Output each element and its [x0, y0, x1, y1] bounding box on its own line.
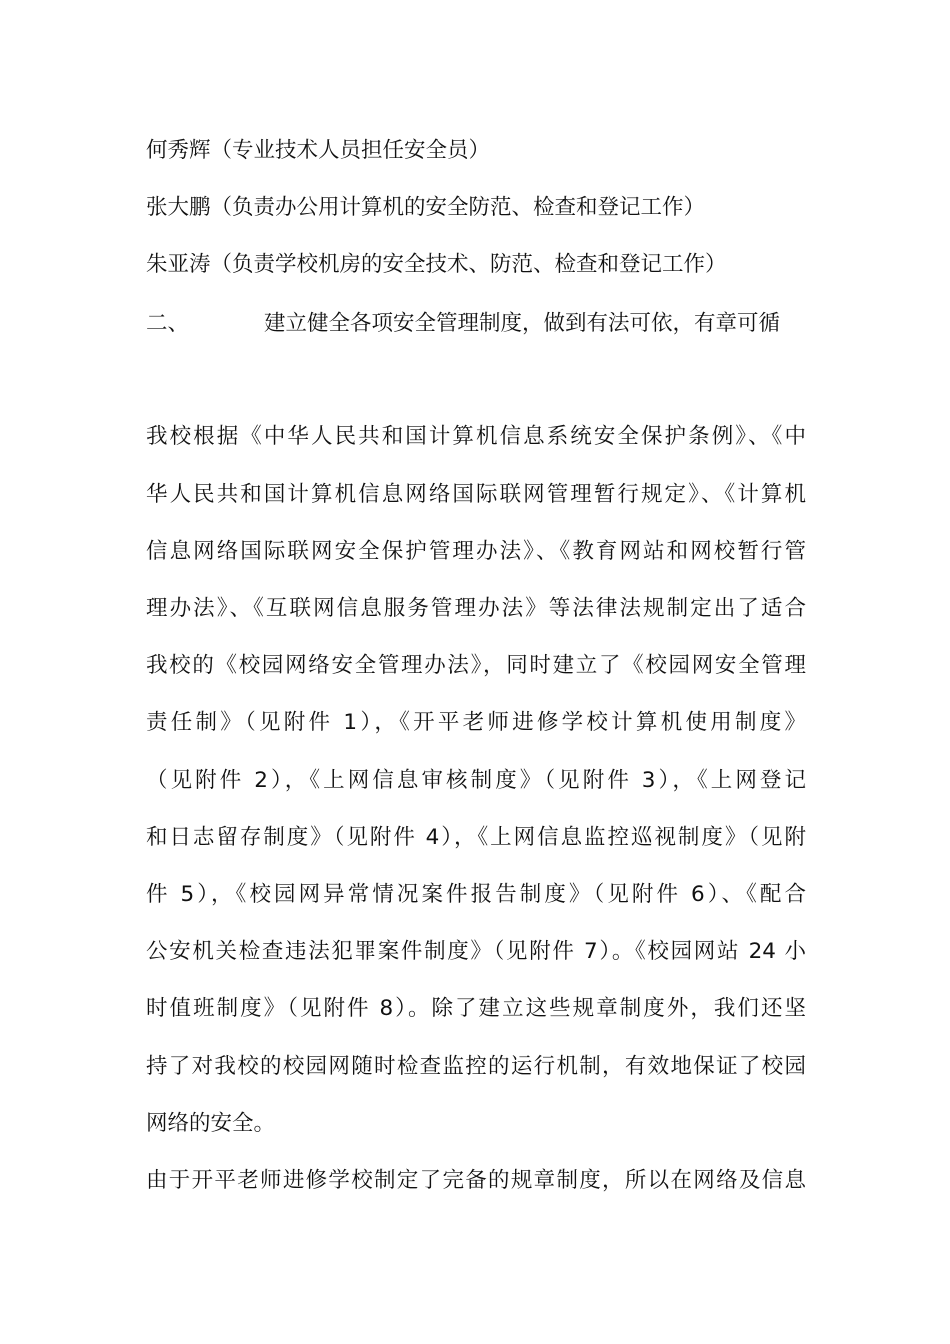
- staff-line-2: 张大鹏（负责办公用计算机的安全防范、检查和登记工作）: [146, 195, 706, 220]
- paragraph-1-line-2: 华人民共和国计算机信息网络国际联网管理暂行规定》、《计算机: [146, 482, 806, 507]
- paragraph-1-line-6: 责任制》（见附件 1），《开平老师进修学校计算机使用制度》: [146, 710, 806, 735]
- paragraph-1-line-9: 件 5），《校园网异常情况案件报告制度》（见附件 6）、《配合: [146, 882, 806, 907]
- paragraph-2-line-1: 由于开平老师进修学校制定了完备的规章制度，所以在网络及信息: [146, 1168, 806, 1193]
- paragraph-1-line-4: 理办法》、《互联网信息服务管理办法》等法律法规制定出了适合: [146, 596, 806, 621]
- paragraph-1-line-10: 公安机关检查违法犯罪案件制度》（见附件 7）。《校园网站 24 小: [146, 939, 806, 964]
- section-title: 建立健全各项安全管理制度，做到有法可依，有章可循: [264, 311, 781, 336]
- paragraph-1-line-13: 网络的安全。: [146, 1111, 276, 1136]
- paragraph-1-line-12: 持了对我校的校园网随时检查监控的运行机制，有效地保证了校园: [146, 1054, 806, 1079]
- paragraph-1-line-11: 时值班制度》（见附件 8）。除了建立这些规章制度外，我们还坚: [146, 996, 806, 1021]
- paragraph-1-line-3: 信息网络国际联网安全保护管理办法》、《教育网站和网校暂行管: [146, 539, 806, 564]
- paragraph-1-line-5: 我校的《校园网络安全管理办法》，同时建立了《校园网安全管理: [146, 653, 806, 678]
- section-number: 二、: [146, 311, 190, 336]
- paragraph-1-line-8: 和日志留存制度》（见附件 4），《上网信息监控巡视制度》（见附: [146, 825, 806, 850]
- paragraph-1-line-1: 我校根据《中华人民共和国计算机信息系统安全保护条例》、《中: [146, 424, 806, 449]
- section-heading: [146, 309, 806, 339]
- staff-line-1: 何秀辉（专业技术人员担任安全员）: [146, 138, 491, 163]
- staff-line-3: 朱亚涛（负责学校机房的安全技术、防范、检查和登记工作）: [146, 252, 727, 277]
- paragraph-1-line-7: （见附件 2），《上网信息审核制度》（见附件 3），《上网登记: [146, 768, 806, 793]
